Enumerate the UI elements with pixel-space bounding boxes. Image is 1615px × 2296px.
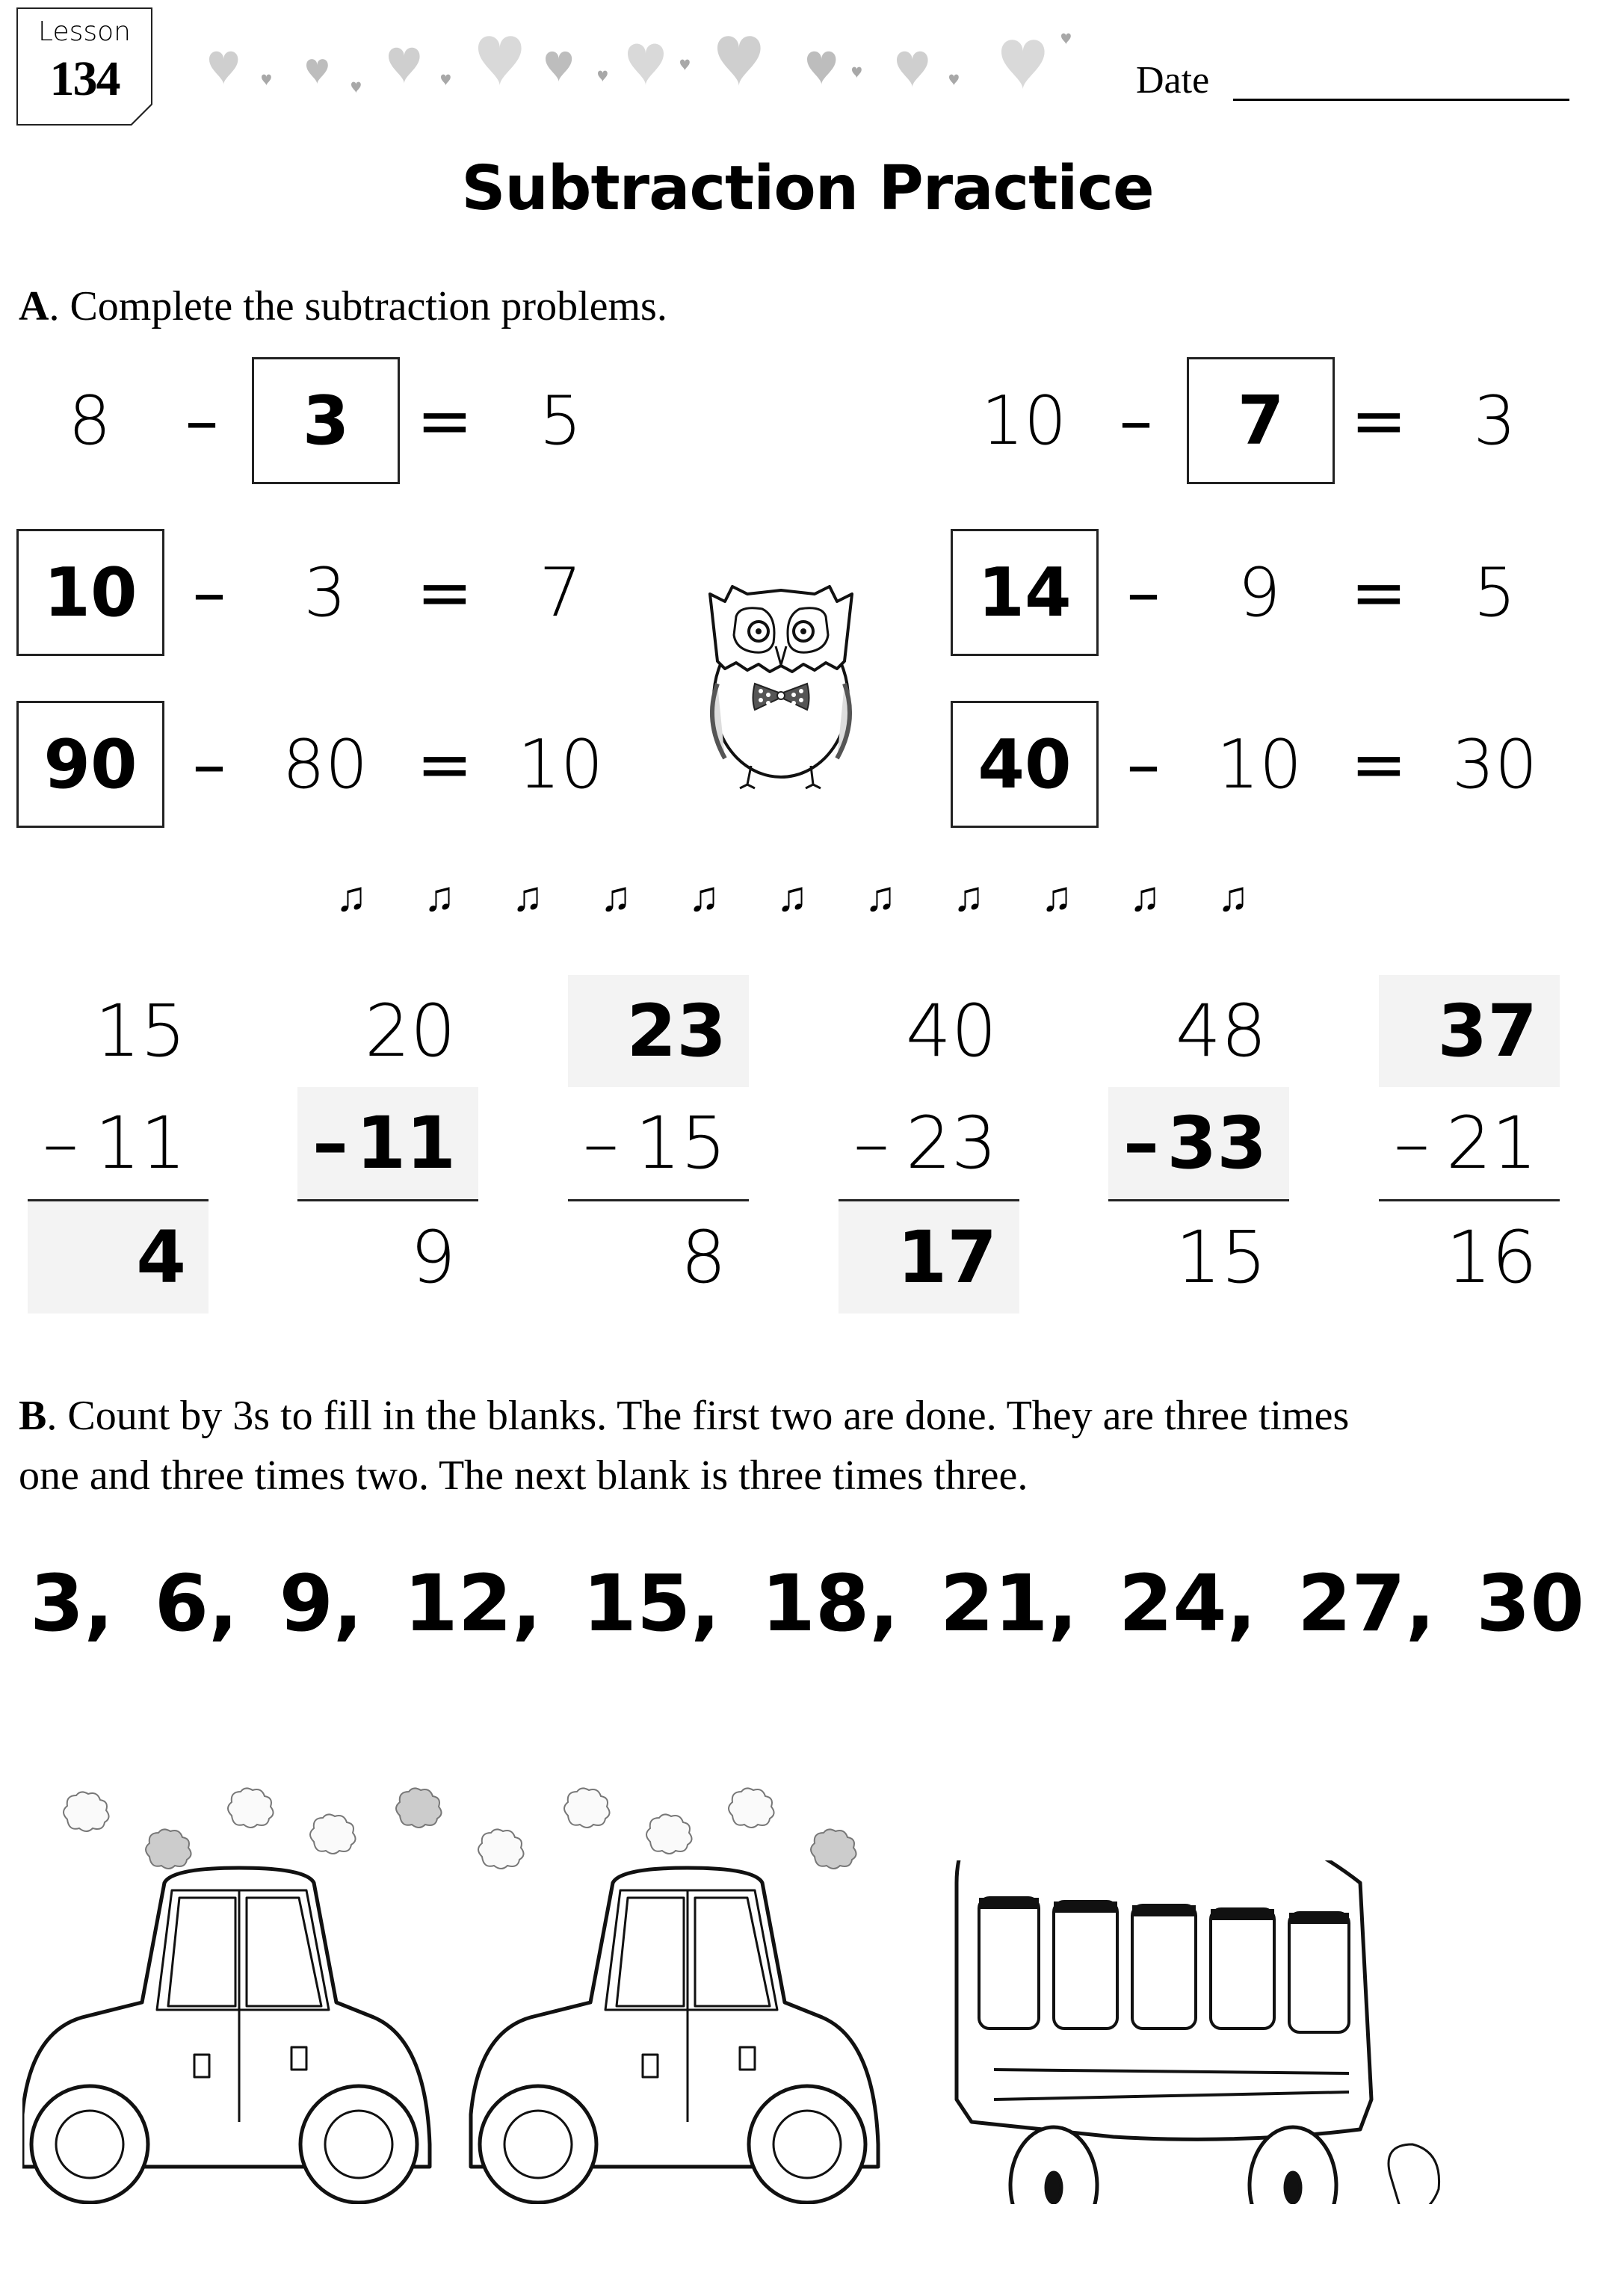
- answer-box[interactable]: 3: [252, 357, 400, 484]
- answer-box[interactable]: 90: [16, 701, 164, 828]
- vertical-problem: [568, 975, 749, 1311]
- lesson-tag: [16, 7, 152, 126]
- answer-box[interactable]: 14: [951, 529, 1099, 656]
- minus-sign: –: [312, 1101, 348, 1185]
- answer-field[interactable]: 4: [28, 1201, 209, 1313]
- eq-difference: 5: [539, 381, 582, 460]
- eq-difference: 10: [517, 725, 604, 804]
- problem-result: 8: [680, 1216, 726, 1299]
- page-curl-icon: [130, 103, 152, 126]
- music-note-icon: ♫: [336, 873, 367, 920]
- lesson-number: 134: [49, 52, 120, 106]
- section-b-instruction: [19, 1386, 1603, 1506]
- eq-subtrahend: 9: [1238, 553, 1281, 632]
- music-note-icon: ♫: [953, 873, 984, 920]
- vertical-problem: [839, 975, 1019, 1311]
- answer-box[interactable]: 40: [951, 701, 1099, 828]
- eq-minus: –: [1119, 381, 1153, 460]
- music-note-icon: ♫: [688, 873, 720, 920]
- minus-sign: –: [1123, 1101, 1159, 1185]
- hearts-border-icon: [194, 30, 1091, 105]
- section-a-text: . Complete the subtraction problems.: [49, 283, 667, 329]
- eq-equals: =: [416, 725, 473, 804]
- answer-box[interactable]: 10: [16, 529, 164, 656]
- vertical-problem: [1108, 975, 1289, 1311]
- problem-result: 16: [1445, 1216, 1537, 1299]
- equation-row: [934, 529, 1607, 656]
- sequence-item: 3,: [30, 1558, 114, 1649]
- vertical-problem: [1379, 975, 1560, 1311]
- eq-subtrahend: 10: [1216, 725, 1303, 804]
- eq-minus: –: [192, 553, 226, 632]
- eq-difference: 7: [539, 553, 582, 632]
- equation-row: [0, 357, 747, 484]
- lesson-label: Lesson: [38, 16, 131, 47]
- music-notes-divider: [329, 870, 1256, 923]
- answer-field[interactable]: – 11: [297, 1087, 478, 1199]
- section-b-text-line1: . Count by 3s to fill in the blanks. The first two are done. They are three times: [46, 1393, 1350, 1439]
- equation-row: [0, 701, 747, 828]
- problem-top: 15: [94, 989, 186, 1073]
- section-a-instruction: [19, 276, 667, 336]
- problem-result: 15: [1175, 1216, 1267, 1299]
- eq-difference: 5: [1473, 553, 1516, 632]
- sequence-blank[interactable]: 27,: [1297, 1558, 1436, 1649]
- exhaust-puff-icon: [1389, 2144, 1439, 2204]
- eq-subtrahend: 80: [282, 725, 368, 804]
- problem-subtrahend: – 23: [839, 1087, 1019, 1199]
- eq-minuend: 8: [68, 381, 111, 460]
- problem-top: 48: [1175, 989, 1267, 1073]
- eq-equals: =: [416, 553, 473, 632]
- eq-equals: =: [1350, 381, 1407, 460]
- music-note-icon: ♫: [600, 873, 632, 920]
- vehicles-illustration: [22, 1860, 1592, 2204]
- vertical-problem: [28, 975, 209, 1311]
- minus-sign: –: [853, 1101, 889, 1185]
- music-note-icon: ♫: [1217, 873, 1249, 920]
- date-label: Date: [1136, 59, 1210, 102]
- answer-box[interactable]: 7: [1187, 357, 1335, 484]
- date-field[interactable]: [1233, 99, 1569, 101]
- section-b-text-line2: one and three times two. The next blank is three times three.: [19, 1452, 1028, 1499]
- sequence-blank[interactable]: 12,: [404, 1558, 542, 1649]
- problem-top: 20: [364, 989, 456, 1073]
- section-b-letter: B: [19, 1393, 47, 1439]
- problem-top: 40: [905, 989, 997, 1073]
- minus-sign: –: [1394, 1101, 1430, 1185]
- answer-field[interactable]: 17: [839, 1201, 1019, 1313]
- eq-minus: –: [1126, 725, 1161, 804]
- minus-sign: –: [43, 1101, 78, 1185]
- eq-minus: –: [1126, 553, 1161, 632]
- problem-subtrahend: – 21: [1379, 1087, 1560, 1199]
- sequence-blank[interactable]: 30: [1476, 1558, 1584, 1649]
- music-note-icon: ♫: [776, 873, 808, 920]
- equation-row: [934, 701, 1607, 828]
- eq-equals: =: [1350, 725, 1407, 804]
- problem-subtrahend: – 15: [568, 1087, 749, 1199]
- eq-subtrahend: 3: [303, 553, 347, 632]
- problem-result: 9: [410, 1216, 456, 1299]
- owl-illustration-icon: [695, 572, 867, 796]
- eq-difference: 30: [1451, 725, 1538, 804]
- music-note-icon: ♫: [512, 873, 543, 920]
- music-note-icon: ♫: [1041, 873, 1072, 920]
- sequence-blank[interactable]: 9,: [279, 1558, 363, 1649]
- eq-minus: –: [192, 725, 226, 804]
- problem-subtrahend: – 11: [28, 1087, 209, 1199]
- answer-field[interactable]: 23: [568, 975, 749, 1087]
- sequence-item: 6,: [154, 1558, 238, 1649]
- answer-field[interactable]: – 33: [1108, 1087, 1289, 1199]
- music-note-icon: ♫: [865, 873, 896, 920]
- page-title: Subtraction Practice: [461, 153, 1154, 224]
- eq-minus: –: [185, 381, 219, 460]
- minus-sign: –: [583, 1101, 619, 1185]
- car-icon: [471, 1868, 878, 2203]
- answer-field[interactable]: 37: [1379, 975, 1560, 1087]
- sequence-blank[interactable]: 24,: [1118, 1558, 1257, 1649]
- eq-minuend: 10: [981, 381, 1067, 460]
- eq-equals: =: [416, 381, 473, 460]
- count-by-3s-sequence: [30, 1558, 1584, 1649]
- music-note-icon: ♫: [424, 873, 455, 920]
- bus-icon: [957, 1860, 1439, 2204]
- sequence-blank[interactable]: 15,: [582, 1558, 720, 1649]
- eq-difference: 3: [1473, 381, 1516, 460]
- eq-equals: =: [1350, 553, 1407, 632]
- equation-row: [934, 357, 1607, 484]
- vertical-problem: [297, 975, 478, 1311]
- car-icon: [22, 1868, 430, 2203]
- section-a-letter: A: [19, 283, 49, 329]
- sequence-blank[interactable]: 18,: [761, 1558, 899, 1649]
- sequence-blank[interactable]: 21,: [939, 1558, 1078, 1649]
- equation-row: [0, 529, 747, 656]
- music-note-icon: ♫: [1129, 873, 1161, 920]
